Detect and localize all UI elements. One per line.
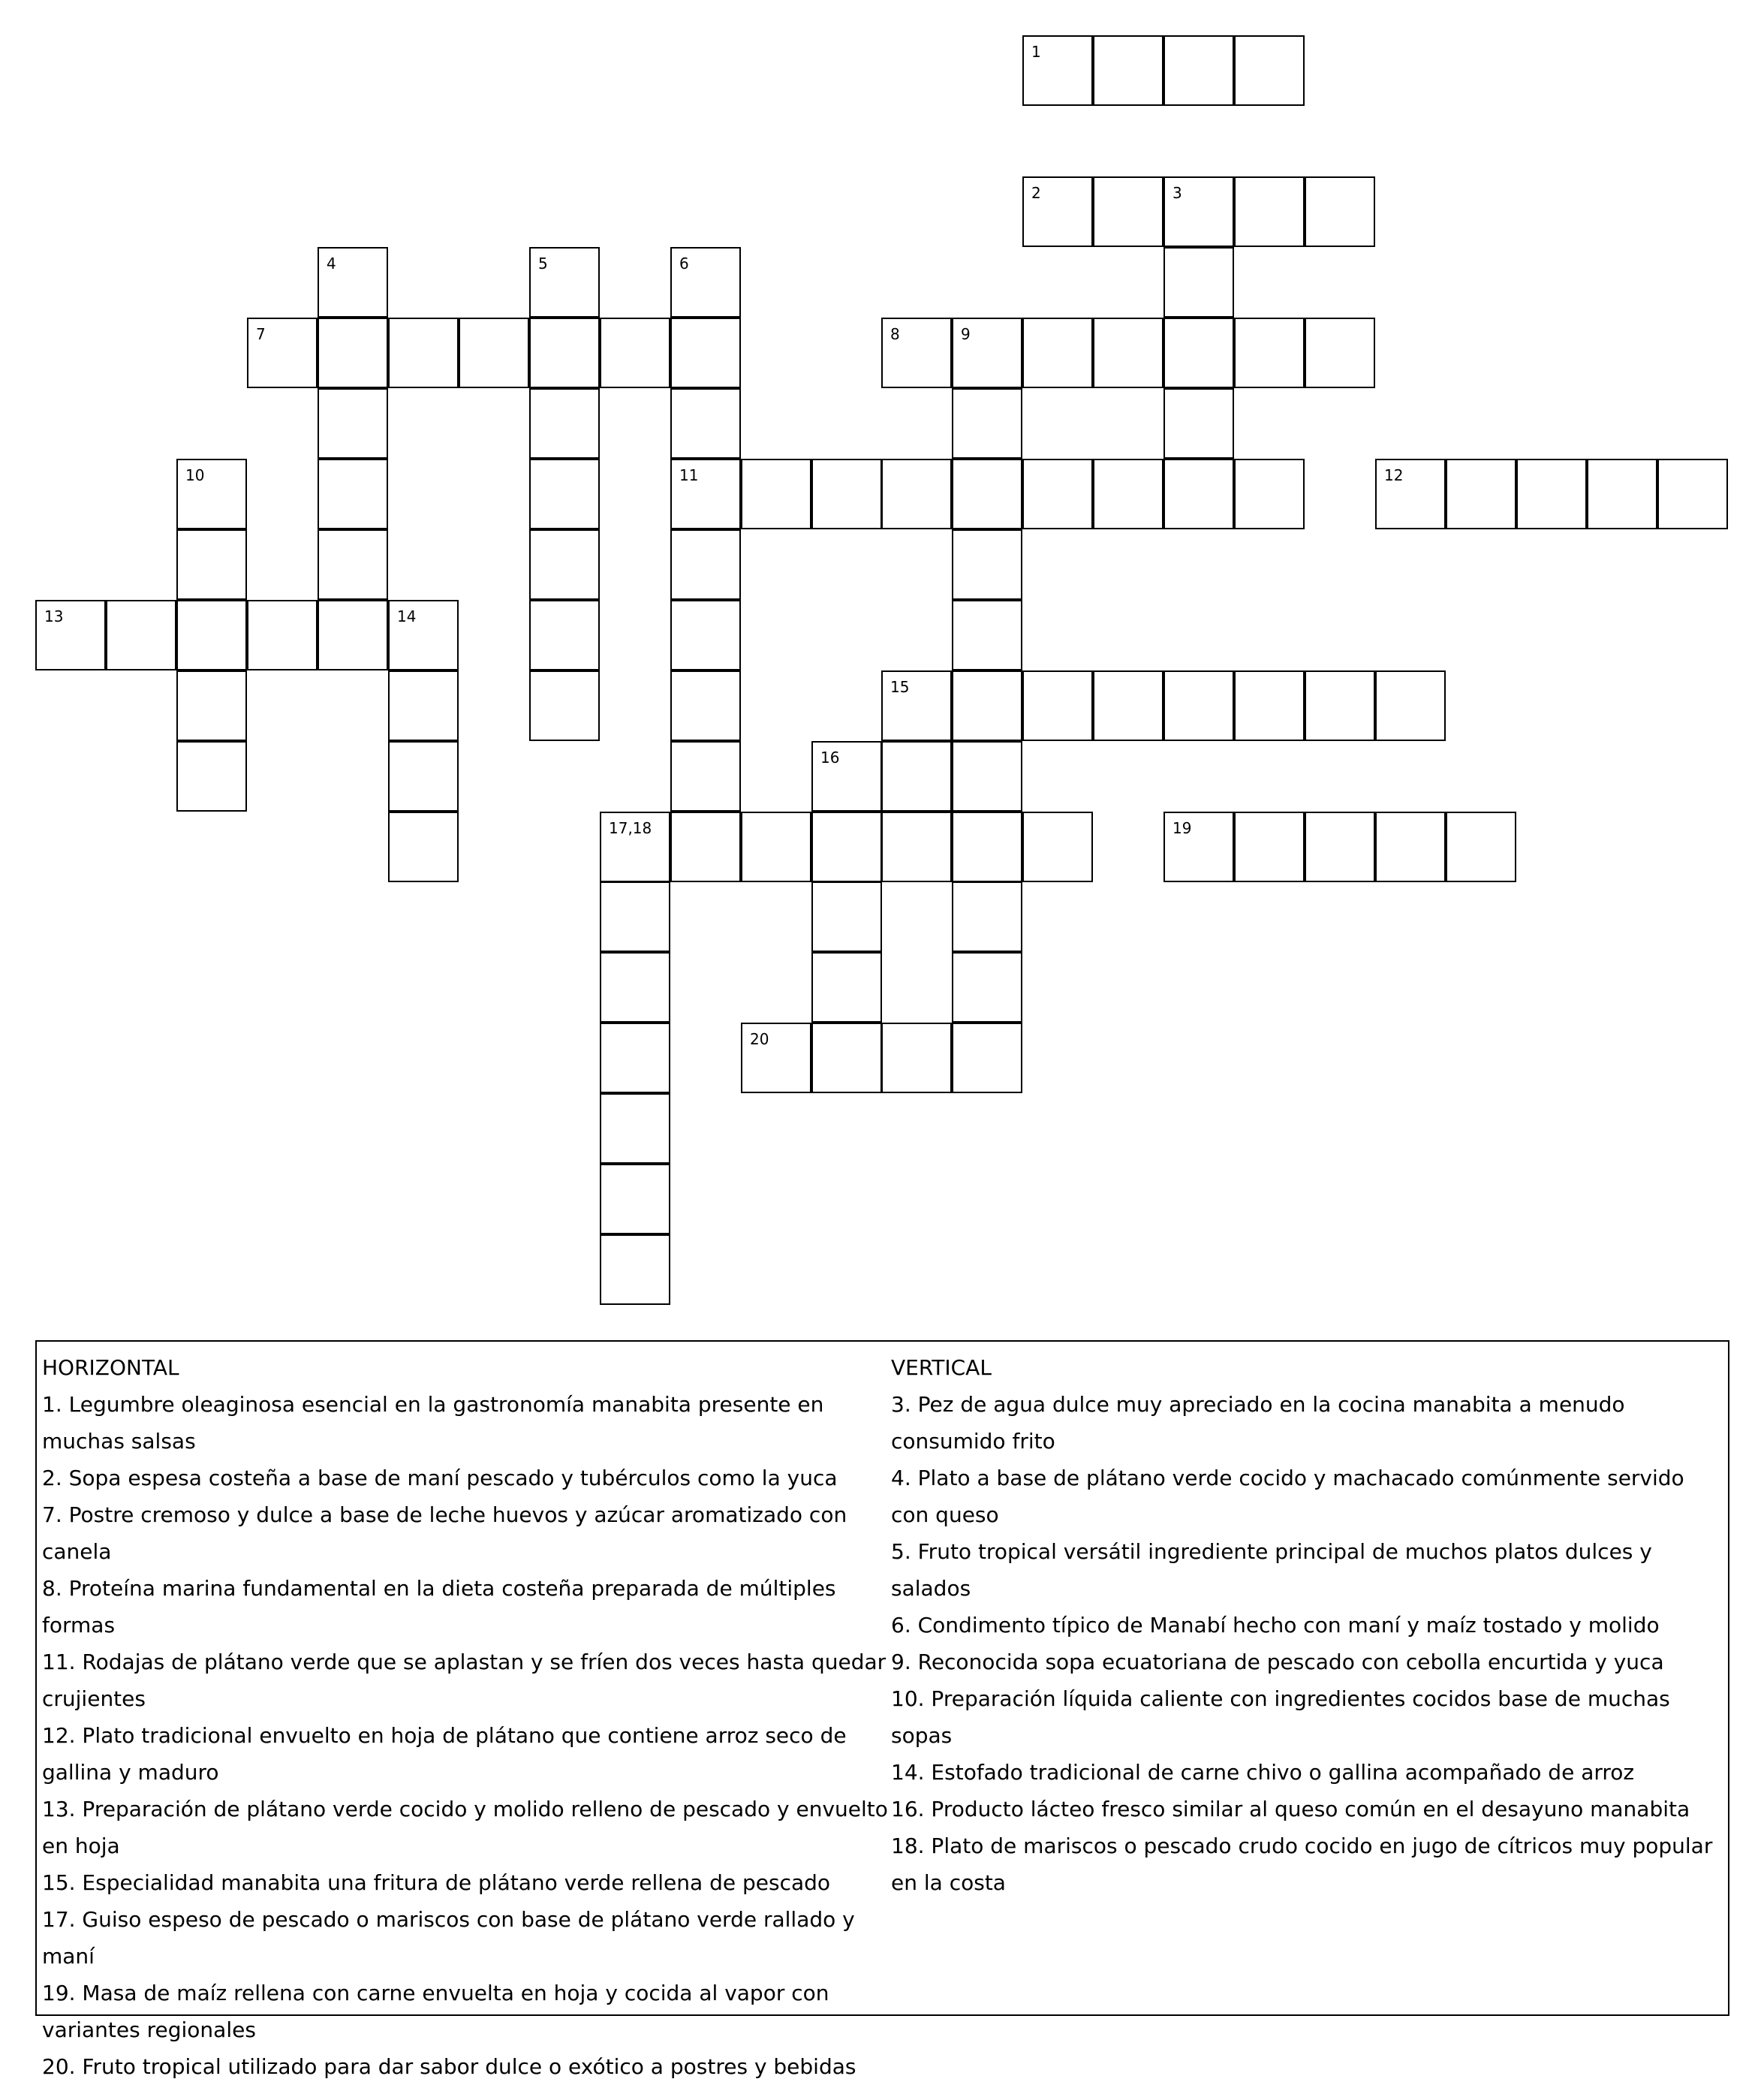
crossword-cell[interactable] (1305, 176, 1375, 247)
crossword-cell[interactable] (670, 459, 741, 529)
crossword-cell[interactable] (811, 459, 882, 529)
crossword-cell[interactable] (952, 812, 1022, 882)
crossword-cell[interactable] (952, 388, 1022, 459)
clue-number: 11 (679, 466, 699, 484)
crossword-cell[interactable] (811, 952, 882, 1023)
clue-v-9: 9. Reconocida sopa ecuatoriana de pescado con cebolla encurtida y yuca (891, 1650, 1664, 1674)
clue-number: 1 (1031, 43, 1041, 61)
crossword-cell[interactable] (1234, 35, 1305, 106)
crossword-cell[interactable] (529, 670, 600, 741)
crossword-cell[interactable] (952, 670, 1022, 741)
crossword-cell[interactable] (318, 388, 388, 459)
clue-number: 7 (256, 325, 266, 343)
crossword-cell[interactable] (600, 812, 670, 882)
crossword-cell[interactable] (529, 247, 600, 318)
crossword-cell[interactable] (388, 741, 459, 812)
clue-h-15: 15. Especialidad manabita una fritura de plátano verde rellena de pescado (42, 1870, 831, 1895)
crossword-cell[interactable] (1234, 812, 1305, 882)
clue-number: 9 (961, 325, 971, 343)
clues-panel (35, 1340, 1729, 2079)
crossword-cell[interactable] (1516, 459, 1587, 529)
crossword-cell[interactable] (176, 670, 247, 741)
crossword-cell[interactable] (952, 459, 1022, 529)
crossword-cell[interactable] (952, 1023, 1022, 1093)
clue-h-20: 20. Fruto tropical utilizado para dar sabor dulce o exótico a postres y bebidas (42, 2054, 856, 2079)
clue-v-14: 14. Estofado tradicional de carne chivo o gallina acompañado de arroz (891, 1760, 1635, 1785)
crossword-cell[interactable] (176, 459, 247, 529)
crossword-cell[interactable] (952, 952, 1022, 1023)
clue-h-2: 2. Sopa espesa costeña a base de maní pescado y tubérculos como la yuca (42, 1466, 838, 1490)
crossword-cell[interactable] (1022, 670, 1093, 741)
vertical-title: VERTICAL (891, 1355, 992, 1380)
crossword-cell[interactable] (1093, 176, 1163, 247)
crossword-cell[interactable] (741, 1023, 811, 1093)
crossword-cell[interactable] (1305, 812, 1375, 882)
crossword-cell[interactable] (176, 600, 247, 670)
clue-number: 19 (1172, 819, 1192, 837)
clue-number: 2 (1031, 184, 1041, 202)
clue-h-7: 7. Postre cremoso y dulce a base de leche huevos y azúcar aromatizado con canela (42, 1502, 847, 1564)
crossword-cell[interactable] (529, 459, 600, 529)
horizontal-title: HORIZONTAL (42, 1355, 179, 1380)
crossword-cell[interactable] (459, 318, 529, 388)
crossword-cell[interactable] (952, 881, 1022, 952)
crossword-cell[interactable] (1446, 812, 1516, 882)
crossword-cell[interactable] (1163, 670, 1234, 741)
crossword-cell[interactable] (600, 1023, 670, 1093)
crossword-cell[interactable] (1657, 459, 1728, 529)
clue-number: 16 (820, 749, 840, 767)
crossword-cell[interactable] (881, 812, 952, 882)
crossword-cell[interactable] (1446, 459, 1516, 529)
crossword-cell[interactable] (600, 1093, 670, 1164)
crossword-cell[interactable] (1234, 176, 1305, 247)
crossword-cell[interactable] (881, 670, 952, 741)
crossword-cell[interactable] (1022, 35, 1093, 106)
crossword-cell[interactable] (600, 952, 670, 1023)
clue-number: 6 (679, 255, 689, 273)
crossword-cell[interactable] (1375, 670, 1446, 741)
crossword-cell[interactable] (600, 1234, 670, 1305)
crossword-cell[interactable] (881, 1023, 952, 1093)
clue-number: 13 (44, 607, 64, 625)
crossword-cell[interactable] (176, 741, 247, 812)
crossword-cell[interactable] (1163, 388, 1234, 459)
crossword-cell[interactable] (1163, 318, 1234, 388)
crossword-cell[interactable] (741, 812, 811, 882)
crossword-cell[interactable] (1305, 318, 1375, 388)
crossword-cell[interactable] (670, 670, 741, 741)
clue-h-11: 11. Rodajas de plátano verde que se aplastan y se fríen dos veces hasta quedar crujientes (42, 1650, 887, 1711)
clue-v-5: 5. Fruto tropical versátil ingrediente principal de muchos platos dulces y salados (891, 1539, 1652, 1601)
crossword-cell[interactable] (881, 318, 952, 388)
crossword-cell[interactable] (600, 881, 670, 952)
crossword-cell[interactable] (670, 247, 741, 318)
clue-number: 20 (750, 1030, 769, 1048)
crossword-cell[interactable] (388, 812, 459, 882)
crossword-cell[interactable] (529, 529, 600, 600)
crossword-cell[interactable] (1163, 176, 1234, 247)
clue-h-17: 17. Guiso espeso de pescado o mariscos con base de plátano verde rallado y maní (42, 1907, 855, 1969)
crossword-cell[interactable] (670, 600, 741, 670)
crossword-cell[interactable] (106, 600, 176, 670)
crossword-cell[interactable] (1163, 247, 1234, 318)
crossword-cell[interactable] (247, 318, 318, 388)
clue-v-6: 6. Condimento típico de Manabí hecho con maní y maíz tostado y molido (891, 1613, 1660, 1638)
crossword-cell[interactable] (318, 247, 388, 318)
clue-v-3: 3. Pez de agua dulce muy apreciado en la cocina manabita a menudo consumido frito (891, 1392, 1625, 1454)
crossword-cell[interactable] (670, 741, 741, 812)
crossword-cell[interactable] (741, 459, 811, 529)
clue-h-13: 13. Preparación de plátano verde cocido y molido relleno de pescado y envuelto en hoja (42, 1797, 888, 1858)
clue-number: 8 (890, 325, 900, 343)
clue-h-8: 8. Proteína marina fundamental en la dieta costeña preparada de múltiples formas (42, 1576, 836, 1638)
crossword-cell[interactable] (1022, 318, 1093, 388)
clue-number: 15 (890, 678, 910, 696)
crossword-cell[interactable] (529, 600, 600, 670)
crossword-cell[interactable] (1375, 459, 1446, 529)
crossword-cell[interactable] (1375, 812, 1446, 882)
crossword-cell[interactable] (1022, 176, 1093, 247)
crossword-cell[interactable] (600, 1164, 670, 1234)
crossword-cell[interactable] (1163, 459, 1234, 529)
vertical-clues (891, 1349, 1724, 1901)
crossword-cell[interactable] (952, 529, 1022, 600)
crossword-cell[interactable] (1163, 812, 1234, 882)
clue-number: 14 (397, 607, 417, 625)
crossword-cell[interactable] (670, 812, 741, 882)
crossword-cell[interactable] (1093, 318, 1163, 388)
crossword-cell[interactable] (35, 600, 106, 670)
crossword-cell[interactable] (881, 741, 952, 812)
crossword-cell[interactable] (1093, 670, 1163, 741)
crossword-cell[interactable] (1305, 670, 1375, 741)
crossword-cell[interactable] (1022, 459, 1093, 529)
horizontal-clues (42, 1349, 905, 2085)
clue-h-19: 19. Masa de maíz rellena con carne envuelta en hoja y cocida al vapor con variantes regionales (42, 1981, 829, 2042)
crossword-cell[interactable] (670, 529, 741, 600)
clue-number: 5 (538, 255, 548, 273)
crossword-cell[interactable] (318, 318, 388, 388)
crossword-cell[interactable] (318, 459, 388, 529)
crossword-cell[interactable] (811, 812, 882, 882)
crossword-cell[interactable] (952, 741, 1022, 812)
crossword-cell[interactable] (1022, 812, 1093, 882)
crossword-cell[interactable] (881, 459, 952, 529)
crossword-cell[interactable] (1587, 459, 1657, 529)
clue-h-12: 12. Plato tradicional envuelto en hoja de plátano que contiene arroz seco de gallina y maduro (42, 1723, 847, 1785)
crossword-cell[interactable] (952, 600, 1022, 670)
crossword-cell[interactable] (811, 741, 882, 812)
crossword-cell[interactable] (1234, 459, 1305, 529)
crossword-cell[interactable] (952, 318, 1022, 388)
crossword-cell[interactable] (1093, 459, 1163, 529)
clue-number: 3 (1172, 184, 1182, 202)
crossword-cell[interactable] (811, 1023, 882, 1093)
crossword-cell[interactable] (670, 318, 741, 388)
crossword-cell[interactable] (529, 318, 600, 388)
clue-v-18: 18. Plato de mariscos o pescado crudo cocido en jugo de cítricos muy popular en la costa (891, 1833, 1713, 1895)
crossword-cell[interactable] (1163, 35, 1234, 106)
clue-number: 10 (185, 466, 205, 484)
crossword-cell[interactable] (318, 600, 388, 670)
crossword-cell[interactable] (811, 881, 882, 952)
clue-v-10: 10. Preparación líquida caliente con ingredientes cocidos base de muchas sopas (891, 1686, 1670, 1748)
crossword-cell[interactable] (670, 388, 741, 459)
crossword-cell[interactable] (247, 600, 318, 670)
clue-number: 17,18 (609, 819, 652, 837)
crossword-cell[interactable] (388, 670, 459, 741)
crossword-cell[interactable] (600, 318, 670, 388)
clue-v-16: 16. Producto lácteo fresco similar al queso común en el desayuno manabita (891, 1797, 1690, 1821)
clue-v-4: 4. Plato a base de plátano verde cocido y machacado comúnmente servido con queso (891, 1466, 1684, 1527)
crossword-cell[interactable] (176, 529, 247, 600)
clue-number: 12 (1384, 466, 1404, 484)
crossword-cell[interactable] (318, 529, 388, 600)
crossword-cell[interactable] (1234, 318, 1305, 388)
crossword-cell[interactable] (388, 318, 459, 388)
crossword-cell[interactable] (529, 388, 600, 459)
clue-h-1: 1. Legumbre oleaginosa esencial en la gastronomía manabita presente en muchas salsas (42, 1392, 824, 1454)
crossword-cell[interactable] (388, 600, 459, 670)
clue-number: 4 (327, 255, 336, 273)
crossword-cell[interactable] (1093, 35, 1163, 106)
crossword-cell[interactable] (1234, 670, 1305, 741)
